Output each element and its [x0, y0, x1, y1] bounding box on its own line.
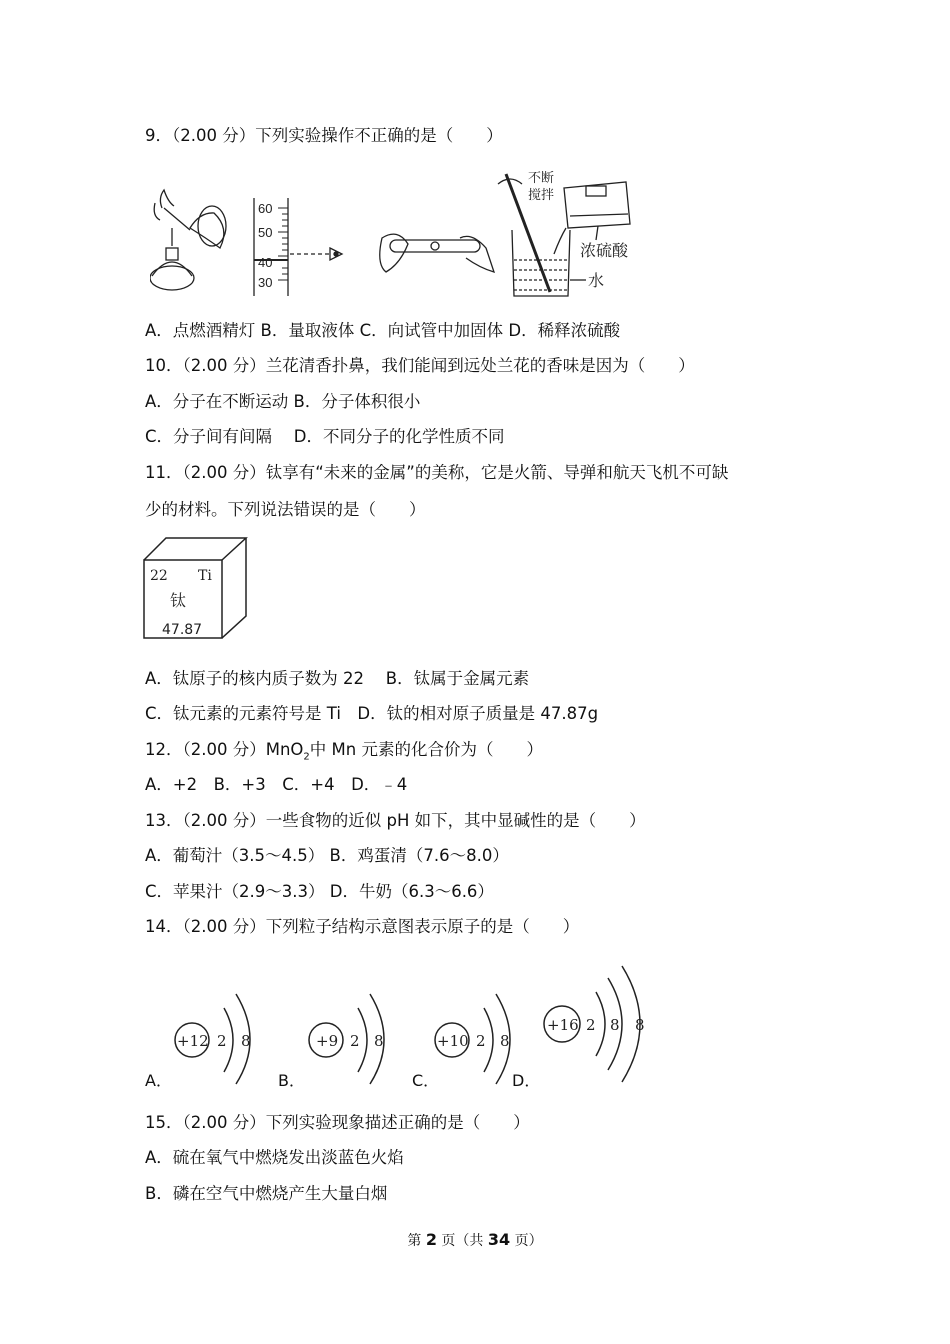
- element-cell-titanium: [140, 534, 252, 642]
- cylinder-tick-30: 30: [258, 275, 273, 290]
- q9-figure: [150, 168, 650, 303]
- q12-options: A．+2 B．+3 C．+4 D．﹣4: [145, 775, 408, 794]
- q9-options: A．点燃酒精灯 B．量取液体 C．向试管中加固体 D．稀释浓硫酸: [145, 321, 621, 340]
- footer-post: 页）: [510, 1233, 543, 1249]
- q10-options-ab: A．分子在不断运动 B．分子体积很小: [145, 392, 421, 411]
- atom-b-shell-2: 8: [374, 1032, 384, 1050]
- cylinder-tick-50: 50: [258, 225, 273, 240]
- element-atomic-mass: 47.87: [162, 622, 203, 638]
- alcohol-lamps-illustration: [150, 190, 226, 290]
- atom-b-shell-1: 2: [350, 1032, 360, 1050]
- q12-stem-sub: 2: [303, 751, 310, 763]
- acid-label: 浓硫酸: [580, 241, 629, 260]
- q12-stem-pre: 12．（2.00 分）MnO: [145, 740, 304, 759]
- atom-c-shell-1: 2: [476, 1032, 486, 1050]
- q9-stem: 9．（2.00 分）下列实验操作不正确的是（ ）: [145, 126, 503, 145]
- atom-d-shell-3: 8: [635, 1016, 645, 1034]
- atom-d-shell-2: 8: [610, 1016, 620, 1034]
- q11-stem-line1: 11．（2.00 分）钛享有“未来的金属”的美称，它是火箭、导弹和航天飞机不可缺: [145, 463, 729, 482]
- q10-stem: 10．（2.00 分）兰花清香扑鼻，我们能闻到远处兰花的香味是因为（ ）: [145, 356, 695, 375]
- atom-d-shell-1: 2: [586, 1016, 596, 1034]
- q15-option-a: A．硫在氧气中燃烧发出淡蓝色火焰: [145, 1148, 404, 1167]
- q12-stem-post: 中 Mn 元素的化合价为（ ）: [309, 740, 543, 759]
- element-atomic-number: 22: [150, 568, 168, 584]
- atom-c-shell-2: 8: [500, 1032, 510, 1050]
- water-label: 水: [588, 271, 605, 290]
- footer-pre: 第: [407, 1233, 426, 1249]
- q15-stem: 15．（2.00 分）下列实验现象描述正确的是（ ）: [145, 1113, 530, 1132]
- cylinder-tick-40: 40: [258, 255, 273, 270]
- atom-a-nucleus: +12: [177, 1032, 209, 1050]
- q13-options-cd: C．苹果汁（2.9～3.3） D．牛奶（6.3～6.6）: [145, 882, 494, 901]
- q10-options-cd: C．分子间有间隔 D．不同分子的化学性质不同: [145, 427, 505, 446]
- atom-a-shell-2: 8: [241, 1032, 251, 1050]
- page-footer: [0, 1230, 950, 1250]
- q11-options-ab: A．钛原子的核内质子数为 22 B．钛属于金属元素: [145, 669, 530, 688]
- atom-c-nucleus: +10: [437, 1032, 469, 1050]
- q14-label-b: B．: [278, 1071, 305, 1090]
- footer-page-number: 2: [425, 1230, 437, 1249]
- atom-a-shell-1: 2: [217, 1032, 227, 1050]
- footer-mid: 页（共: [436, 1233, 488, 1249]
- q13-stem: 13．（2.00 分）一些食物的近似 pH 如下，其中显碱性的是（ ）: [145, 811, 646, 830]
- footer-total-pages: 34: [487, 1230, 511, 1249]
- q11-stem-line2: 少的材料。下列说法错误的是（ ）: [145, 500, 426, 519]
- q12-stem: [145, 740, 543, 767]
- stir-label-line1: 不断: [528, 171, 555, 186]
- test-tube-illustration: [380, 234, 494, 272]
- cylinder-tick-60: 60: [258, 201, 273, 216]
- q14-stem: 14．（2.00 分）下列粒子结构示意图表示原子的是（ ）: [145, 917, 580, 936]
- q14-label-a: A．: [145, 1071, 172, 1090]
- element-name: 钛: [170, 591, 187, 610]
- dilution-illustration: [498, 174, 630, 296]
- q14-label-d: D．: [512, 1071, 541, 1090]
- stir-label-line2: 搅拌: [528, 188, 555, 203]
- atom-diagrams: [140, 960, 670, 1090]
- element-symbol: Ti: [198, 568, 212, 584]
- q14-label-c: C．: [412, 1071, 440, 1090]
- q13-options-ab: A．葡萄汁（3.5～4.5） B．鸡蛋清（7.6～8.0）: [145, 846, 509, 865]
- q11-options-cd: C．钛元素的元素符号是 Ti D．钛的相对原子质量是 47.87g: [145, 704, 599, 723]
- atom-b-nucleus: +9: [316, 1032, 339, 1050]
- atom-d-nucleus: +16: [547, 1016, 579, 1034]
- q15-option-b: B．磷在空气中燃烧产生大量白烟: [145, 1184, 388, 1203]
